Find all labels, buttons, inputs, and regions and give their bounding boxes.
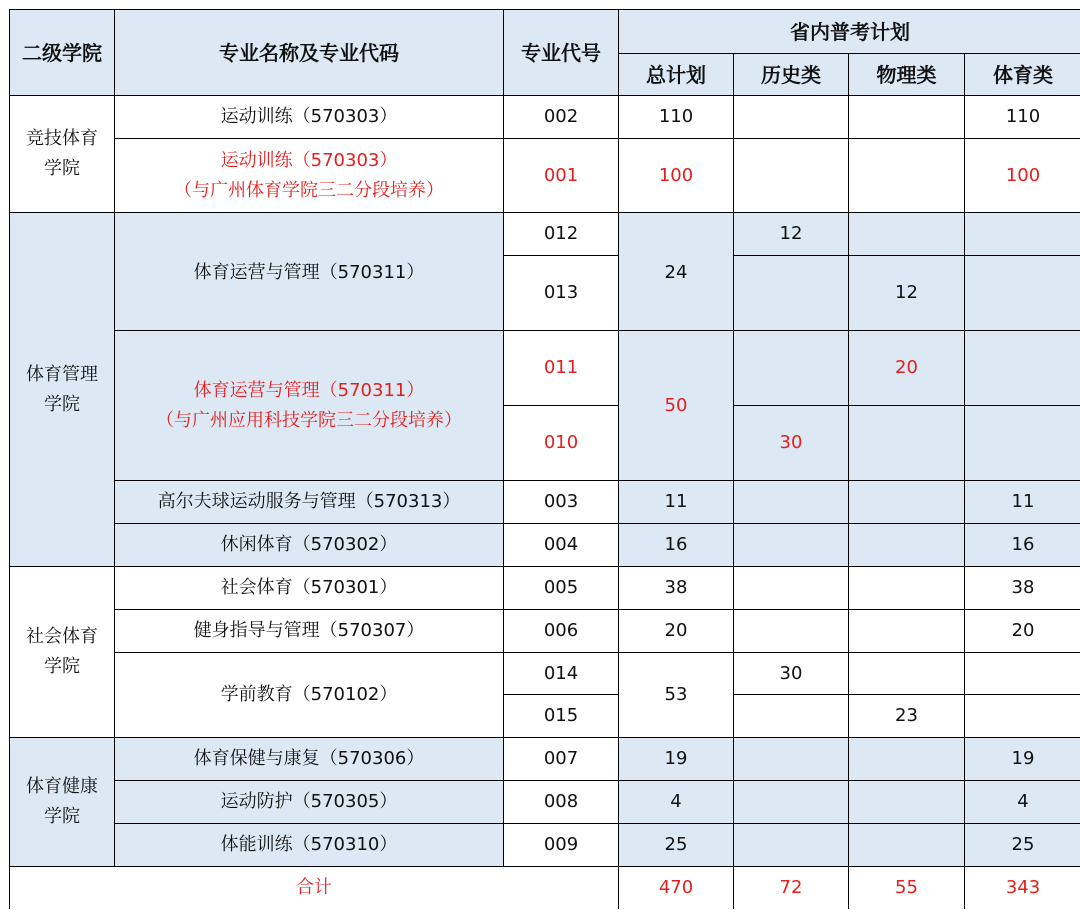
physics-cell bbox=[849, 610, 965, 653]
history-cell bbox=[734, 96, 849, 139]
totals-label: 合计 bbox=[10, 867, 619, 909]
total-cell: 24 bbox=[619, 213, 734, 331]
physics-cell: 20 bbox=[849, 331, 965, 406]
code-cell: 013 bbox=[504, 256, 619, 331]
physics-cell: 12 bbox=[849, 256, 965, 331]
header-sports: 体育类 bbox=[965, 54, 1080, 96]
major-cell: 运动防护（570305） bbox=[115, 781, 504, 824]
physics-cell bbox=[849, 567, 965, 610]
code-cell: 014 bbox=[504, 653, 619, 695]
physics-cell bbox=[849, 406, 965, 481]
total-cell: 16 bbox=[619, 524, 734, 567]
sports-cell: 38 bbox=[965, 567, 1080, 610]
sports-cell bbox=[965, 653, 1080, 695]
major-name: 体育运营与管理（570311） bbox=[193, 380, 425, 401]
code-cell: 005 bbox=[504, 567, 619, 610]
header-code: 专业代号 bbox=[504, 10, 619, 96]
sports-cell bbox=[965, 406, 1080, 481]
college-cell bbox=[10, 213, 115, 567]
code-cell: 004 bbox=[504, 524, 619, 567]
physics-cell bbox=[849, 96, 965, 139]
sports-cell: 19 bbox=[965, 738, 1080, 781]
major-cell bbox=[115, 331, 504, 481]
code-cell: 008 bbox=[504, 781, 619, 824]
major-cell: 休闲体育（570302） bbox=[115, 524, 504, 567]
major-cell: 体能训练（570310） bbox=[115, 824, 504, 867]
history-cell bbox=[734, 695, 849, 738]
college-cell bbox=[10, 96, 115, 213]
code-cell: 003 bbox=[504, 481, 619, 524]
code-cell: 001 bbox=[504, 139, 619, 213]
history-cell bbox=[734, 139, 849, 213]
physics-cell bbox=[849, 781, 965, 824]
sports-cell: 100 bbox=[965, 139, 1080, 213]
code-cell: 015 bbox=[504, 695, 619, 738]
total-cell: 25 bbox=[619, 824, 734, 867]
college-cell bbox=[10, 738, 115, 867]
code-cell: 010 bbox=[504, 406, 619, 481]
college-name: 社会体育学院 bbox=[26, 626, 98, 677]
total-cell: 11 bbox=[619, 481, 734, 524]
sports-cell bbox=[965, 213, 1080, 256]
history-cell bbox=[734, 481, 849, 524]
code-cell: 007 bbox=[504, 738, 619, 781]
total-cell: 20 bbox=[619, 610, 734, 653]
total-cell: 4 bbox=[619, 781, 734, 824]
physics-cell bbox=[849, 738, 965, 781]
major-cell: 社会体育（570301） bbox=[115, 567, 504, 610]
sports-cell bbox=[965, 331, 1080, 406]
code-cell: 012 bbox=[504, 213, 619, 256]
header-plan-group: 省内普考计划 bbox=[619, 10, 1080, 54]
sports-cell: 20 bbox=[965, 610, 1080, 653]
history-cell bbox=[734, 781, 849, 824]
header-major: 专业名称及专业代码 bbox=[115, 10, 504, 96]
college-name: 体育健康学院 bbox=[26, 776, 98, 827]
history-cell bbox=[734, 567, 849, 610]
totals-total: 470 bbox=[619, 867, 734, 909]
total-cell: 19 bbox=[619, 738, 734, 781]
total-cell: 53 bbox=[619, 653, 734, 738]
total-cell: 100 bbox=[619, 139, 734, 213]
major-cell: 高尔夫球运动服务与管理（570313） bbox=[115, 481, 504, 524]
totals-physics: 55 bbox=[849, 867, 965, 909]
major-name: 运动训练（570303） bbox=[220, 149, 398, 171]
totals-history: 72 bbox=[734, 867, 849, 909]
history-cell: 30 bbox=[734, 653, 849, 695]
major-cell: 体育运营与管理（570311） bbox=[115, 213, 504, 331]
college-name: 竞技体育学院 bbox=[26, 128, 98, 179]
code-cell: 009 bbox=[504, 824, 619, 867]
enrollment-plan-table bbox=[9, 9, 1080, 909]
college-name: 体育管理学院 bbox=[26, 363, 98, 415]
history-cell bbox=[734, 610, 849, 653]
major-cell bbox=[115, 139, 504, 213]
sports-cell: 16 bbox=[965, 524, 1080, 567]
code-cell: 011 bbox=[504, 331, 619, 406]
physics-cell bbox=[849, 653, 965, 695]
physics-cell: 23 bbox=[849, 695, 965, 738]
sports-cell: 11 bbox=[965, 481, 1080, 524]
total-cell: 38 bbox=[619, 567, 734, 610]
history-cell bbox=[734, 824, 849, 867]
sports-cell: 110 bbox=[965, 96, 1080, 139]
major-cell: 学前教育（570102） bbox=[115, 653, 504, 738]
sports-cell: 4 bbox=[965, 781, 1080, 824]
physics-cell bbox=[849, 824, 965, 867]
header-physics: 物理类 bbox=[849, 54, 965, 96]
physics-cell bbox=[849, 481, 965, 524]
major-cell: 运动训练（570303） bbox=[115, 96, 504, 139]
history-cell bbox=[734, 738, 849, 781]
history-cell: 12 bbox=[734, 213, 849, 256]
history-cell bbox=[734, 524, 849, 567]
physics-cell bbox=[849, 139, 965, 213]
header-college: 二级学院 bbox=[10, 10, 115, 96]
major-cell: 体育保健与康复（570306） bbox=[115, 738, 504, 781]
history-cell bbox=[734, 331, 849, 406]
history-cell: 30 bbox=[734, 406, 849, 481]
total-cell: 50 bbox=[619, 331, 734, 481]
code-cell: 002 bbox=[504, 96, 619, 139]
sports-cell bbox=[965, 695, 1080, 738]
header-history: 历史类 bbox=[734, 54, 849, 96]
major-note: （与广州体育学院三二分段培养） bbox=[174, 179, 444, 201]
college-cell bbox=[10, 567, 115, 738]
history-cell bbox=[734, 256, 849, 331]
total-cell: 110 bbox=[619, 96, 734, 139]
physics-cell bbox=[849, 213, 965, 256]
code-cell: 006 bbox=[504, 610, 619, 653]
totals-sports: 343 bbox=[965, 867, 1080, 909]
sports-cell: 25 bbox=[965, 824, 1080, 867]
physics-cell bbox=[849, 524, 965, 567]
major-note: （与广州应用科技学院三二分段培养） bbox=[156, 410, 462, 431]
sports-cell bbox=[965, 256, 1080, 331]
major-cell: 健身指导与管理（570307） bbox=[115, 610, 504, 653]
header-total: 总计划 bbox=[619, 54, 734, 96]
